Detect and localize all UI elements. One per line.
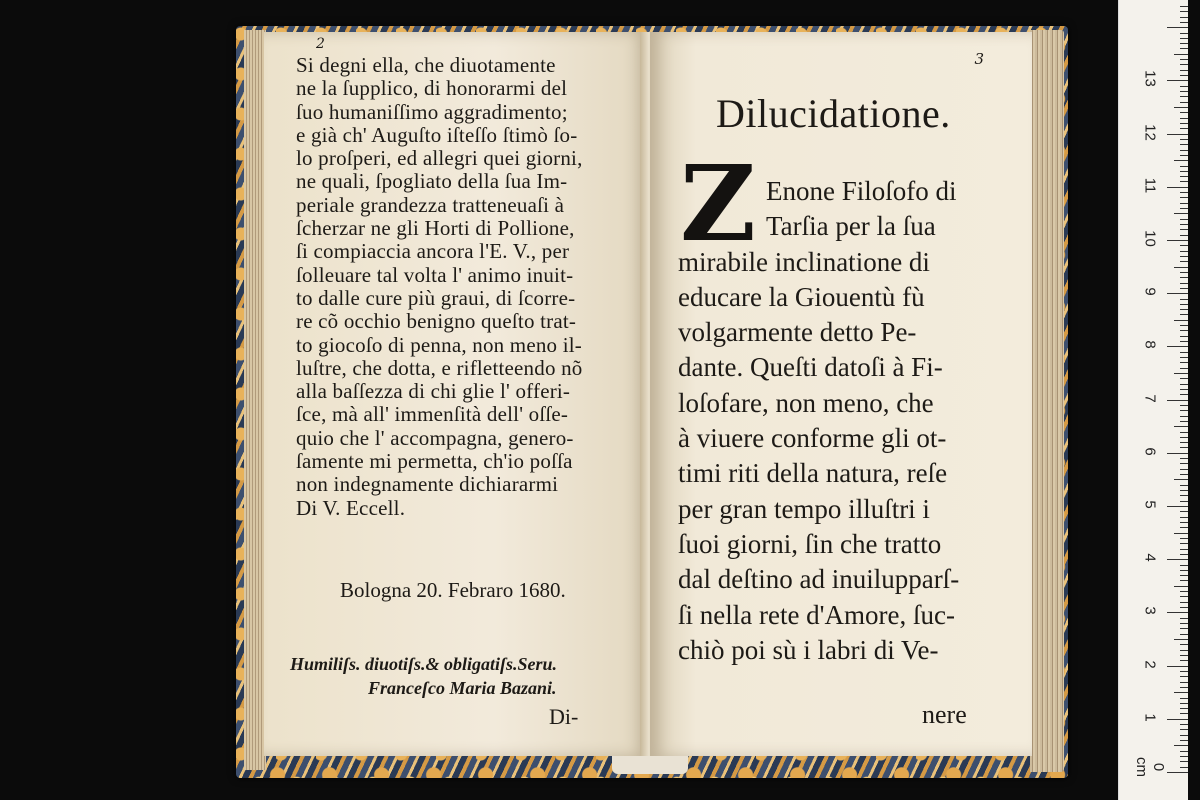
ruler-tick (1174, 160, 1189, 161)
ruler-tick (1167, 666, 1189, 667)
text-line: Enone Filoſofo di (766, 176, 957, 206)
left-page-text (296, 54, 626, 520)
ruler-tick (1174, 692, 1189, 693)
left-page-edges (244, 30, 266, 770)
ruler-label: 11 (1141, 177, 1159, 194)
text-line: Di V. Eccell. (296, 495, 406, 520)
text-line: ſi compiaccia ancora l'E. V., per (296, 239, 570, 264)
text-line: dal deſtino ad inuilupparſ- (678, 564, 960, 595)
ruler-label: 0 cm (1133, 757, 1167, 777)
ruler-tick (1167, 772, 1189, 773)
ruler-label: 10 (1141, 230, 1159, 247)
text-line: to giocoſo di penna, non meno il- (296, 332, 582, 357)
text-line: to dalle cure più graui, di ſcorre- (296, 285, 576, 310)
ruler-label: 6 (1141, 447, 1159, 456)
text-line: luſtre, che dotta, e rifletteendo nõ (296, 355, 583, 380)
drop-cap: Z (680, 142, 756, 265)
ruler-tick (1167, 346, 1189, 347)
ruler-label: 12 (1141, 123, 1159, 141)
ruler-label: 13 (1141, 70, 1159, 88)
ruler-label: 3 (1141, 606, 1159, 616)
ruler-tick (1174, 479, 1189, 480)
ruler-tick (1167, 293, 1189, 294)
right-page (650, 32, 1032, 756)
right-page-text (678, 174, 1018, 668)
ruler-tick (1167, 612, 1189, 613)
text-line: à viuere conforme gli ot- (678, 423, 947, 454)
ruler-tick (1174, 639, 1189, 640)
text-line: per gran tempo illuſtri i (678, 493, 930, 524)
text-line: ſamente mi permetta, ch'io poſſa (296, 449, 573, 474)
ruler-label: 9 (1141, 287, 1159, 296)
text-line: re cõ occhio benigno queſto trat- (296, 309, 577, 334)
ruler-tick (1174, 745, 1189, 746)
text-line: quio che l' accompagna, genero- (296, 425, 574, 450)
ruler-tick (1167, 134, 1189, 135)
text-line: ſuo humaniſſimo aggradimento; (296, 99, 568, 124)
ruler-tick (1174, 533, 1189, 534)
left-catchword: Di- (549, 704, 579, 729)
ruler-tick (1167, 400, 1189, 401)
text-line: ſi nella rete d'Amore, ſuc- (678, 599, 956, 630)
ruler-tick (1167, 506, 1189, 507)
text-line: lo proſperi, ed allegri quei giorni, (296, 146, 583, 171)
ruler-tick (1174, 213, 1189, 214)
text-line: educare la Giouentù fù (678, 281, 925, 312)
signature-line-1: Humiliſs. diuotiſs.& obligatiſs.Seru. (290, 654, 558, 674)
text-line: Tarſia per la ſua (766, 211, 936, 242)
chapter-heading: Dilucidatione. (716, 91, 951, 136)
text-line: e già ch' Auguſto iſteſſo ſtimò ſo- (296, 122, 578, 147)
ruler-tick (1174, 373, 1189, 374)
ruler-label: 8 (1141, 340, 1159, 350)
ruler-tick (1167, 187, 1189, 188)
ruler-tick (1167, 719, 1189, 720)
ruler-label: 5 (1141, 500, 1159, 509)
right-page-number: 3 (974, 50, 984, 68)
text-line: ſuoi giorni, ſin che tratto (678, 528, 942, 559)
ruler-tick (1167, 453, 1189, 454)
text-line: timi riti della natura, reſe (678, 458, 948, 489)
ruler-label: 2 (1141, 659, 1159, 669)
right-page-edges (1030, 30, 1064, 772)
ruler-label: 7 (1141, 393, 1159, 403)
ruler-label: 1 (1141, 713, 1159, 722)
text-line: chiò poi sù i labri di Ve- (678, 634, 939, 665)
text-line: periale grandezza tratteneuaſi à (296, 192, 565, 217)
text-line: ſce, mà all' immenſità dell' oſſe- (296, 402, 569, 427)
text-line: loſofare, non meno, che (678, 387, 934, 418)
ruler-tick (1167, 27, 1189, 28)
ruler-tick (1167, 240, 1189, 241)
left-page-number: 2 (316, 36, 325, 52)
date-line: Bologna 20. Febraro 1680. (340, 578, 566, 602)
ruler-shadow (1188, 0, 1200, 800)
right-catchword: nere (922, 700, 967, 729)
ruler-label: 4 (1141, 553, 1159, 562)
text-line: ne la ſupplico, di honorarmi del (296, 76, 568, 101)
ruler-tick (1174, 586, 1189, 587)
ruler-tick (1174, 426, 1189, 427)
measurement-ruler (1118, 0, 1189, 800)
text-line: dante. Queſti datoſi à Fi- (678, 352, 943, 383)
ruler-tick (1167, 559, 1189, 560)
text-line: mirabile inclinatione di (678, 246, 930, 277)
left-page (264, 32, 648, 756)
ruler-tick (1174, 107, 1189, 108)
text-line: ne quali, ſpogliato della ſua Im- (296, 169, 568, 194)
text-line: non indegnamente dichiararmi (296, 472, 559, 497)
text-line: ſolleuare tal volta l' animo inuit- (296, 262, 574, 287)
ruler-tick (1174, 267, 1189, 268)
ruler-tick (1167, 80, 1189, 81)
text-line: ſcherzar ne gli Horti di Pollione, (296, 216, 575, 241)
signature-line-2: Franceſco Maria Bazani. (368, 678, 557, 698)
text-line: alla baſſezza di chi glie l' offeri- (296, 379, 571, 404)
text-line: Si degni ella, che diuotamente (296, 53, 556, 77)
ruler-tick (1174, 320, 1189, 321)
spine-bottom (612, 756, 688, 774)
ruler-tick (1174, 54, 1189, 55)
text-line: volgarmente detto Pe- (678, 317, 917, 348)
